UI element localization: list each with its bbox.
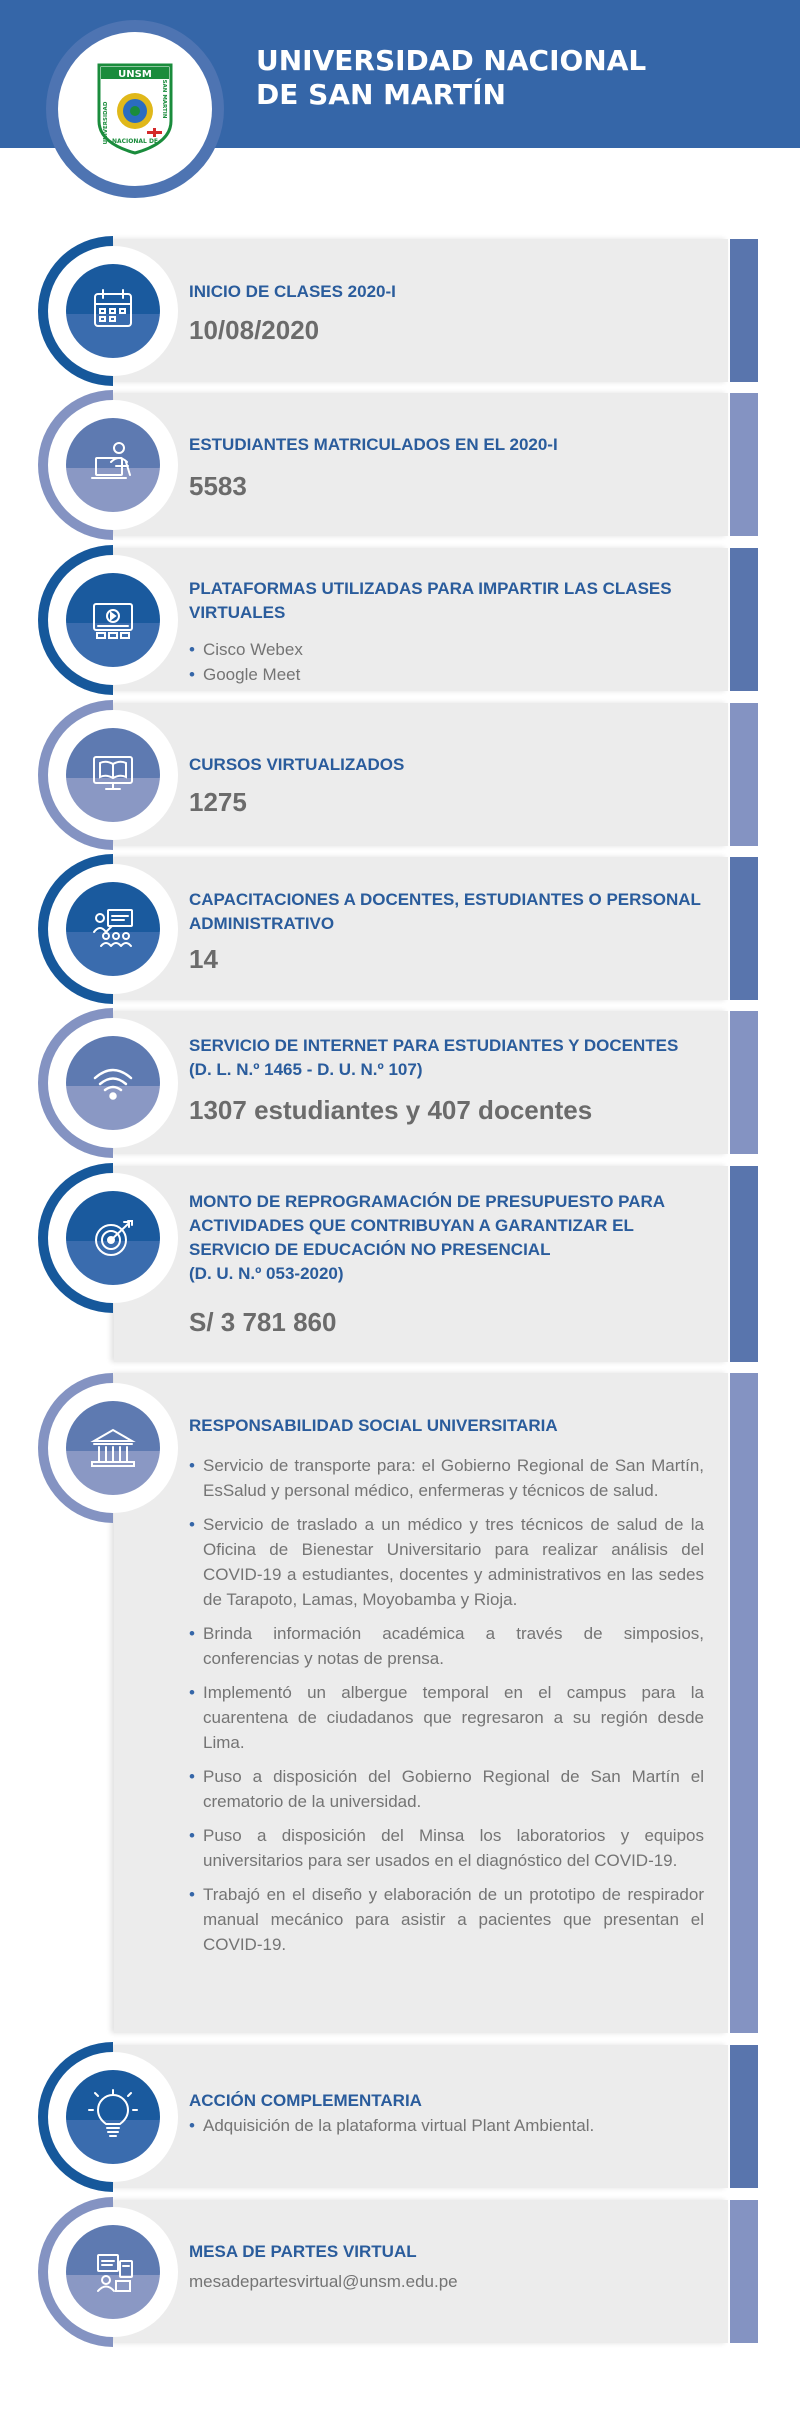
logo-badge: [46, 20, 224, 198]
list-item: • Cisco Webex: [189, 637, 704, 662]
email-address[interactable]: mesadepartesvirtual@unsm.edu.pe: [189, 2272, 458, 2291]
platform-list: [189, 637, 704, 687]
page-title: [256, 44, 776, 112]
card-title: SERVICIO DE INTERNET PARA ESTUDIANTES Y DOCENTES (D. L. N.º 1465 - D. U. N.º 107): [189, 1036, 679, 1079]
card-value: 5583: [189, 471, 247, 501]
list-item: • Puso a disposición del Minsa los laboratorios y equipos universitarios para ser usados en el diagnóstico del COVID-19.: [189, 1823, 704, 1873]
card-value: 1307 estudiantes y 407 docentes: [189, 1095, 593, 1125]
lightbulb-icon: [66, 2070, 160, 2164]
video-monitor-icon: [66, 573, 160, 667]
card-social-responsibility: [0, 1373, 800, 2033]
card-class-start: [0, 239, 800, 382]
card-value: 10/08/2020: [189, 315, 320, 345]
complementary-list: [189, 2113, 704, 2138]
card-trainings: [0, 857, 800, 1000]
list-item: • Servicio de traslado a un médico y tres técnicos de salud de la Oficina de Bienestar Universitario para realizar análisis del COVID-19 a estudiantes, docentes y administrativos en las sedes de Tarapoto, Lamas, Moyobamba y Rioja.: [189, 1512, 704, 1612]
card-title: CURSOS VIRTUALIZADOS: [189, 755, 405, 774]
logo-acronym: UNSM: [118, 69, 152, 80]
list-item: • Brinda información académica a través de simposios, conferencias y notas de prensa.: [189, 1621, 704, 1671]
card-title: MESA DE PARTES VIRTUAL: [189, 2242, 417, 2261]
card-value: 14: [189, 944, 218, 974]
target-icon: [66, 1191, 160, 1285]
card-complementary-action: [0, 2045, 800, 2188]
card-title: RESPONSABILIDAD SOCIAL UNIVERSITARIA: [189, 1416, 558, 1435]
list-item: • Adquisición de la plataforma virtual Plant Ambiental.: [189, 2113, 704, 2138]
card-title: INICIO DE CLASES 2020-I: [189, 282, 396, 301]
documents-icon: [66, 2225, 160, 2319]
card-title: CAPACITACIONES A DOCENTES, ESTUDIANTES O PERSONAL ADMINISTRATIVO: [189, 890, 701, 933]
card-virtual-desk: [0, 2200, 800, 2343]
card-platforms: [0, 548, 800, 691]
student-laptop-icon: [66, 418, 160, 512]
logo-right-text: SAN MARTIN: [161, 79, 167, 119]
training-icon: [66, 882, 160, 976]
logo-left-text: UNIVERSIDAD: [103, 101, 109, 145]
card-title: ACCIÓN COMPLEMENTARIA: [189, 2091, 422, 2110]
card-value: 1275: [189, 787, 247, 817]
wifi-icon: [66, 1036, 160, 1130]
card-title: ESTUDIANTES MATRICULADOS EN EL 2020-I: [189, 435, 558, 454]
card-internet-service: [0, 1011, 800, 1154]
list-item: • Puso a disposición del Gobierno Regional de San Martín el crematorio de la universidad.: [189, 1764, 704, 1814]
title-line-2: DE SAN MARTÍN: [256, 78, 506, 111]
list-item: • Implementó un albergue temporal en el campus para la cuarentena de ciudadanos que regresaron a su región desde Lima.: [189, 1680, 704, 1755]
list-item: • Google Meet: [189, 662, 704, 687]
university-logo: [95, 61, 175, 155]
card-value: S/ 3 781 860: [189, 1307, 337, 1337]
card-title: PLATAFORMAS UTILIZADAS PARA IMPARTIR LAS CLASES VIRTUALES: [189, 579, 672, 622]
card-title: MONTO DE REPROGRAMACIÓN DE PRESUPUESTO PARA ACTIVIDADES QUE CONTRIBUYAN A GARANTIZAR EL SERVICIO DE EDUCACIÓN NO PRESENCIAL (D. U. N.º 053-2020): [189, 1192, 666, 1283]
list-item: • Trabajó en el diseño y elaboración de un prototipo de respirador manual mecánico para asistir a pacientes que presentan el COVID-19.: [189, 1882, 704, 1957]
list-item: • Servicio de transporte para: el Gobierno Regional de San Martín, EsSalud y personal médico, enfermeras y técnicos de salud.: [189, 1453, 704, 1503]
logo-bottom-text: NACIONAL DE: [111, 138, 159, 145]
card-budget: [0, 1166, 800, 1362]
social-responsibility-list: [189, 1453, 704, 1966]
card-virtual-courses: [0, 703, 800, 846]
university-building-icon: [66, 1401, 160, 1495]
card-enrolled-students: [0, 393, 800, 536]
online-book-icon: [66, 728, 160, 822]
calendar-icon: [66, 264, 160, 358]
title-line-1: UNIVERSIDAD NACIONAL: [256, 44, 647, 77]
